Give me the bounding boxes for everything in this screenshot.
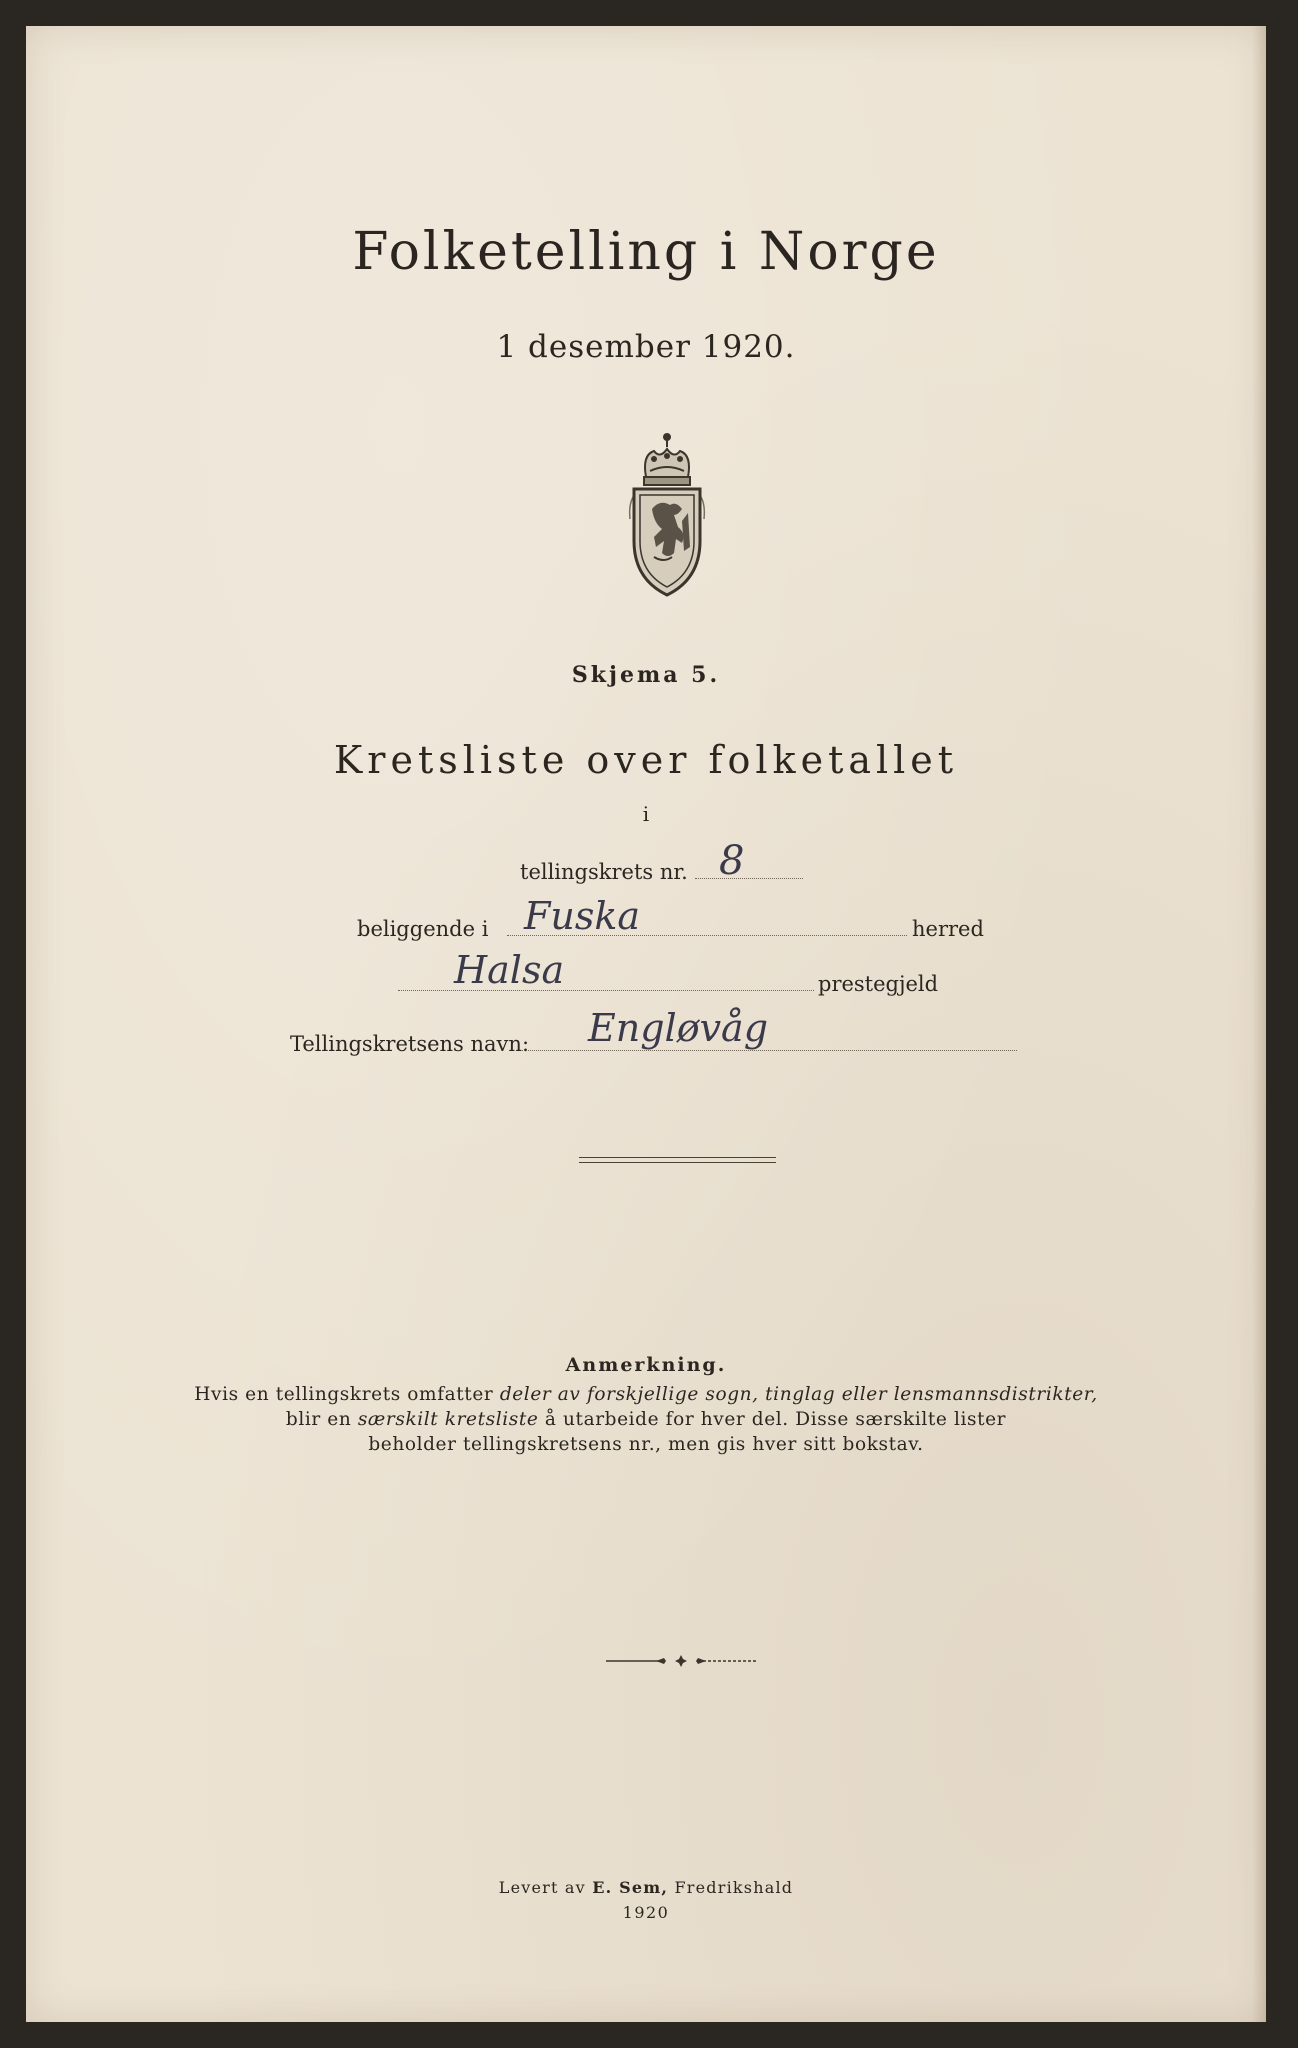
document-title: Folketelling i Norge xyxy=(352,222,940,282)
beliggende-label: beliggende i xyxy=(357,917,489,941)
navn-label: Tellingskretsens navn: xyxy=(290,1032,530,1056)
printer-place: Fredrikshald xyxy=(668,1878,794,1897)
printer-line xyxy=(26,1878,1266,1897)
paper-edge-shadow xyxy=(1252,26,1266,2022)
herred-label: herred xyxy=(912,917,984,941)
printer-name: E. Sem, xyxy=(592,1878,669,1897)
krets-label: tellingskrets nr. xyxy=(520,860,688,884)
prestegjeld-label: prestegjeld xyxy=(818,972,939,996)
census-form-page xyxy=(26,26,1266,2022)
note-line-3: beholder tellingskretsens nr., men gis hver sitt bokstav. xyxy=(368,1434,924,1455)
double-rule-divider xyxy=(579,1157,776,1163)
preposition-i: i xyxy=(642,802,650,826)
schema-number: Skjema 5. xyxy=(571,662,721,688)
krets-dotted-line xyxy=(695,878,803,879)
krets-handwritten-value: 8 xyxy=(719,838,745,884)
beliggende-handwritten-value: Fuska xyxy=(524,894,641,938)
note-line-1 xyxy=(26,1384,1266,1405)
note-line-2 xyxy=(26,1409,1266,1430)
note-line-1-plain: Hvis en tellingskrets omfatter xyxy=(194,1384,500,1405)
note-line-1-italic: deler av forskjellige sogn, tinglag eller lensmannsdistrikter, xyxy=(499,1384,1098,1405)
note-line-2-plain-b: å utarbeide for hver del. Disse særskilte lister xyxy=(538,1409,1007,1430)
note-heading: Anmerkning. xyxy=(565,1354,727,1376)
prestegjeld-handwritten-value: Halsa xyxy=(454,948,565,992)
note-line-2-italic: særskilt kretsliste xyxy=(357,1409,539,1430)
navn-dotted-line xyxy=(522,1050,1017,1051)
norwegian-coat-of-arms-icon xyxy=(624,429,710,599)
decorative-divider-icon xyxy=(606,1654,756,1668)
note-line-2-plain-a: blir en xyxy=(285,1409,358,1430)
document-date: 1 desember 1920. xyxy=(496,329,796,365)
printer-prefix: Levert av xyxy=(498,1878,593,1897)
form-heading: Kretsliste over folketallet xyxy=(333,738,959,782)
navn-handwritten-value: Engløvåg xyxy=(588,1006,769,1050)
printer-year: 1920 xyxy=(622,1903,670,1922)
